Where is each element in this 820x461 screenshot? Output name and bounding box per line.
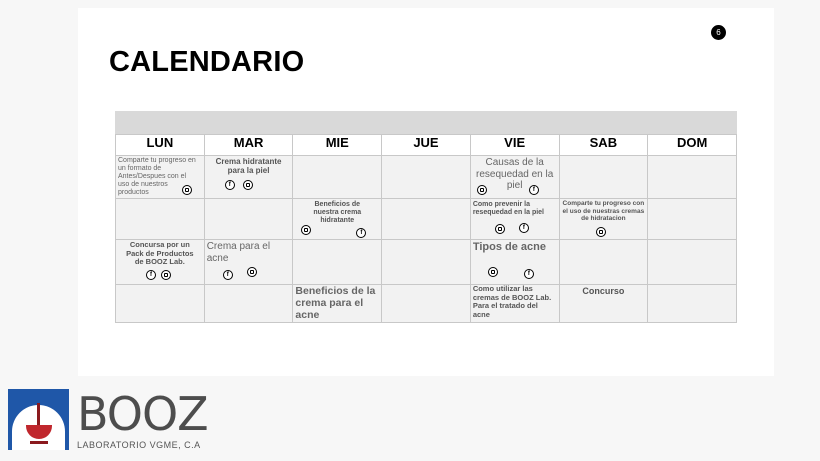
cell-r1-mie	[293, 156, 382, 199]
cell-r3-mie	[293, 240, 382, 285]
facebook-icon: f	[223, 270, 233, 280]
cell-r2-jue	[382, 199, 471, 240]
page-number-badge: 6	[711, 25, 726, 40]
cell-r3-dom	[648, 240, 737, 285]
brand-name: BOOZ	[77, 387, 208, 441]
instagram-icon	[247, 267, 257, 277]
brand-subtitle: LABORATORIO VGME, C.A	[77, 440, 201, 450]
facebook-icon: f	[356, 228, 366, 238]
cell-r2-vie	[470, 199, 559, 240]
cell-text: Comparte tu progreso en un formato de Antes/Despues con el uso de nuestros productos	[118, 157, 196, 197]
cell-r2-sab	[559, 199, 648, 240]
facebook-icon: f	[225, 180, 235, 190]
day-header-jue: JUE	[382, 135, 471, 156]
day-header-vie: VIE	[470, 135, 559, 156]
cell-r4-mie	[293, 285, 382, 323]
cell-text: Crema para el acne	[206, 241, 271, 264]
instagram-icon	[488, 267, 498, 277]
cell-r3-lun	[116, 240, 205, 285]
cell-r4-dom	[648, 285, 737, 323]
cell-text: Como prevenir la resequedad en la piel	[472, 201, 545, 217]
cell-text: Concurso	[582, 286, 625, 297]
instagram-icon	[182, 185, 192, 195]
day-header-mar: MAR	[204, 135, 293, 156]
facebook-icon: f	[529, 185, 539, 195]
cell-text: Beneficios de la crema para el acne	[295, 285, 376, 322]
day-header-mie: MIE	[293, 135, 382, 156]
cell-r3-sab	[559, 240, 648, 285]
instagram-icon	[243, 180, 253, 190]
cell-r3-mar	[204, 240, 293, 285]
day-header-sab: SAB	[559, 135, 648, 156]
cell-text: Causas de la resequedad en la piel	[476, 157, 554, 191]
cell-r3-jue	[382, 240, 471, 285]
cell-r2-mar	[204, 199, 293, 240]
cell-r2-dom	[648, 199, 737, 240]
cell-r4-vie	[470, 285, 559, 323]
cell-text: Crema hidratante para la piel	[215, 157, 282, 176]
cell-text: Comparte tu progreso con el uso de nuestras cremas de hidratacion	[562, 200, 645, 223]
cell-r2-lun	[116, 199, 205, 240]
cell-r1-lun	[116, 156, 205, 199]
cell-r4-lun	[116, 285, 205, 323]
pharmacy-logo-icon	[8, 389, 69, 450]
cell-r2-mie	[293, 199, 382, 240]
cell-text: Concursa por un Pack de Productos de BOOZ Lab.	[126, 240, 194, 267]
day-header-dom: DOM	[648, 135, 737, 156]
facebook-icon: f	[146, 270, 156, 280]
day-header-lun: LUN	[116, 135, 205, 156]
cell-r1-mar	[204, 156, 293, 199]
cell-r4-sab	[559, 285, 648, 323]
facebook-icon: f	[519, 223, 529, 233]
calendar	[115, 111, 737, 323]
instagram-icon	[495, 224, 505, 234]
cell-r1-dom	[648, 156, 737, 199]
facebook-icon: f	[524, 269, 534, 279]
cell-r4-jue	[382, 285, 471, 323]
instagram-icon	[477, 185, 487, 195]
cell-text: Como utilizar las cremas de BOOZ Lab. Para el tratado del acne	[472, 284, 552, 320]
cell-text: Tipos de acne	[472, 241, 546, 254]
cell-r3-vie	[470, 240, 559, 285]
cell-r1-vie	[470, 156, 559, 199]
instagram-icon	[301, 225, 311, 235]
cell-r1-sab	[559, 156, 648, 199]
calendar-header-bar	[115, 111, 737, 134]
cell-text: Beneficios de nuestra crema hidratante	[313, 201, 362, 225]
brand-logo-area	[8, 389, 208, 457]
slide	[78, 8, 774, 376]
cell-r4-mar	[204, 285, 293, 323]
instagram-icon	[161, 270, 171, 280]
page-title: CALENDARIO	[109, 46, 305, 78]
calendar-table	[115, 134, 737, 323]
instagram-icon	[596, 227, 606, 237]
cell-r1-jue	[382, 156, 471, 199]
